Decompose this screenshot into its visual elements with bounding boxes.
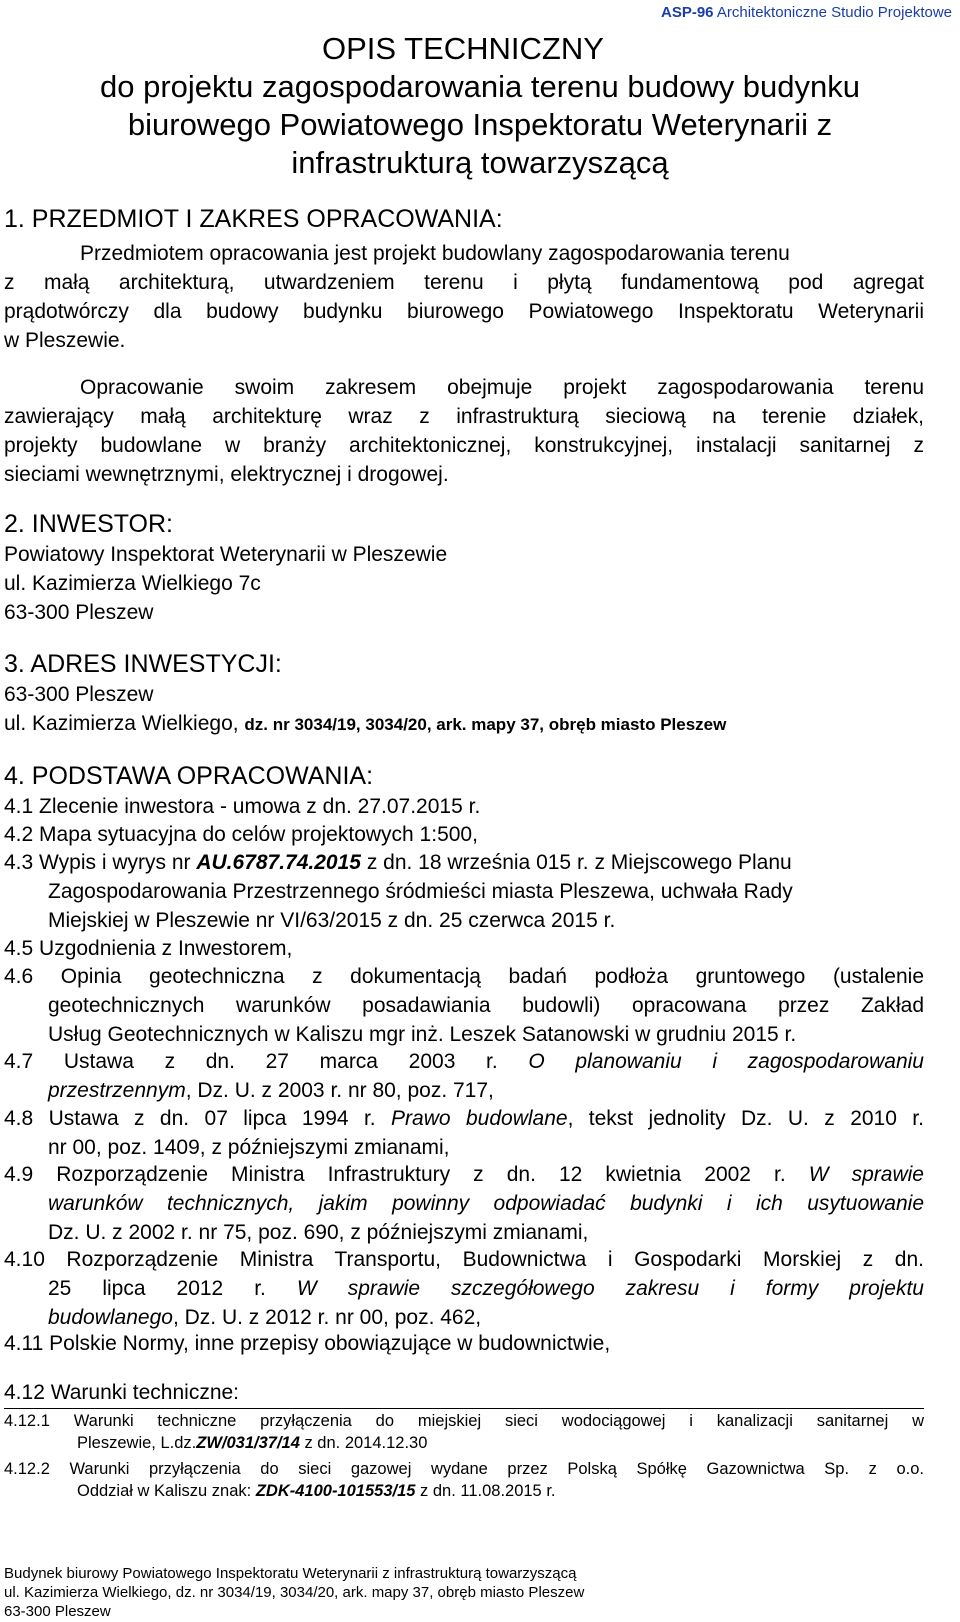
item-text: , tekst jednolity Dz. U. z 2010 r. [567,1107,924,1130]
item-text: z dn. 2014.12.30 [299,1434,428,1452]
item-text: z dn. 11.08.2015 r. [415,1482,556,1500]
section-1-paragraph-2 [4,373,924,489]
investment-street [4,709,924,739]
item-4-6 [4,962,924,1049]
item-line: 4.12.1 Warunki techniczne przyłączenia do miejskiej sieci wodociągowej i kanalizacji sanitarnej w [4,1412,924,1430]
plot-numbers: dz. nr 3034/19, 3034/20, ark. mapy 37, obręb miasto Pleszew [244,715,727,734]
section-4-heading: 4. PODSTAWA OPRACOWANIA: [4,762,374,790]
investor-city: 63-300 Pleszew [4,601,154,624]
item-text: 4.8 Ustawa z dn. 07 lipca 1994 r. [4,1107,392,1130]
item-title: przestrzennym [48,1079,186,1102]
item-text: 4.7 Ustawa z dn. 27 marca 2003 r. [4,1050,529,1073]
footer-line-2: ul. Kazimierza Wielkiego, dz. nr 3034/19, 3034/20, ark. mapy 37, obręb miasto Pleszew [4,1584,585,1601]
item-line [4,1104,924,1133]
item-4-9 [4,1160,924,1247]
item-4-7 [4,1047,924,1105]
item-4-10 [4,1245,924,1332]
item-title: Prawo budowlane [391,1107,568,1130]
item-text: 4.9 Rozporządzenie Ministra Infrastruktury z dn. 12 kwietnia 2002 r. [4,1163,809,1186]
item-text: 25 lipca 2012 r. [48,1277,297,1300]
item-text: , Dz. U. z 2012 r. nr 00, poz. 462, [172,1306,482,1329]
item-4-12-2 [4,1458,924,1502]
document-title [0,30,960,182]
text-line: w Pleszewie. [4,329,126,352]
page-footer [4,1564,584,1621]
investor-name: Powiatowy Inspektorat Weterynarii w Pleszewie [4,543,448,566]
item-continuation: Miejskiej w Pleszewie nr VI/63/2015 z dn. 25 czerwca 2015 r. [48,909,616,932]
text-line: z małą architekturą, utwardzeniem terenu i płytą fundamentową pod agregat [4,271,924,294]
item-4-12: 4.12 Warunki techniczne: [4,1381,240,1404]
street-text: ul. Kazimierza Wielkiego, [4,712,245,735]
item-ref: AU.6787.74.2015 [196,851,361,874]
item-line [4,1047,924,1076]
item-continuation [4,1480,924,1502]
item-4-1: 4.1 Zlecenie inwestora - umowa z dn. 27.07.2015 r. [4,795,481,818]
item-continuation [4,1076,924,1105]
item-line: 4.10 Rozporządzenie Ministra Transportu, Budownictwa i Gospodarki Morskiej z dn. [4,1248,924,1271]
item-4-8 [4,1104,924,1162]
item-text: , Dz. U. z 2003 r. nr 80, poz. 717, [185,1079,494,1102]
item-text: Oddział w Kaliszu znak: [77,1482,256,1500]
title-line-3: biurowego Powiatowego Inspektoratu Weterynarii z [127,107,833,142]
item-line [4,1160,924,1189]
text-line: Przedmiotem opracowania jest projekt budowlany zagospodarowania terenu [80,242,790,265]
footer-line-3: 63-300 Pleszew [4,1603,111,1620]
item-continuation [4,1274,924,1303]
item-ref: ZDK-4100-101553/15 [255,1482,416,1500]
item-title: W sprawie [808,1163,924,1186]
text-line: prądotwórczy dla budowy budynku biurowego Powiatowego Inspektoratu Weterynarii [4,300,924,323]
item-text: 4.6 Opinia geotechniczna z dokumentacją badań podłoża gruntowego (ustalenie [4,965,924,988]
title-line-2: do projektu zagospodarowania terenu budowy budynku [99,69,861,104]
item-text: Pleszewie, L.dz. [77,1434,197,1452]
item-continuation [4,1432,924,1454]
investor-street: ul. Kazimierza Wielkiego 7c [4,572,261,595]
text-line: zawierający małą architekturę wraz z infrastrukturą sieciową na terenie działek, [4,405,924,428]
page-header [661,4,952,21]
text-line: sieciami wewnętrznymi, elektrycznej i drogowej. [4,463,449,486]
item-title: W sprawie szczegółowego zakresu i formy projektu [296,1277,924,1300]
section-2-heading: 2. INWESTOR: [4,510,174,538]
item-continuation [4,1303,924,1332]
section-1-heading: 1. PRZEDMIOT I ZAKRES OPRACOWANIA: [4,205,503,233]
text-line: projekty budowlane w branży architektonicznej, konstrukcyjnej, instalacji sanitarnej z [4,434,924,457]
item-title: O planowaniu i zagospodarowaniu [528,1050,924,1073]
item-continuation: Dz. U. z 2002 r. nr 75, poz. 690, z późniejszymi zmianami, [48,1221,589,1244]
text-line: Opracowanie swoim zakresem obejmuje projekt zagospodarowania terenu [80,376,924,399]
item-continuation [4,1189,924,1218]
item-title: budowlanego [48,1306,173,1329]
item-4-3 [4,848,924,935]
investment-address [4,680,924,739]
item-4-5: 4.5 Uzgodnienia z Inwestorem, [4,937,293,960]
item-4-12-1 [4,1410,924,1454]
item-text: 4.3 Wypis i wyrys nr [4,851,197,874]
section-1-paragraph-1 [4,239,924,355]
item-ref: ZW/031/37/14 [196,1434,300,1452]
item-continuation: geotechnicznych warunków posadawiania budowli) opracowana przez Zakład [48,994,924,1017]
item-4-2: 4.2 Mapa sytuacyjna do celów projektowych 1:500, [4,823,478,846]
footer-line-1: Budynek biurowy Powiatowego Inspektoratu Weterynarii z infrastrukturą towarzyszącą [4,1565,577,1582]
investor-address [4,540,924,627]
investment-city: 63-300 Pleszew [4,683,154,706]
item-continuation: nr 00, poz. 1409, z późniejszymi zmianami, [48,1136,450,1159]
title-line-4: infrastrukturą towarzyszącą [291,145,669,180]
title-line-1: OPIS TECHNICZNY [322,31,604,66]
section-3-heading: 3. ADRES INWESTYCJI: [4,650,282,678]
item-title: warunków technicznych, jakim powinny odpowiadać budynki i ich usytuowanie [48,1192,924,1215]
item-4-11: 4.11 Polskie Normy, inne przepisy obowiązujące w budownictwie, [4,1332,611,1355]
item-continuation: Usług Geotechnicznych w Kaliszu mgr inż. Leszek Satanowski w grudniu 2015 r. [48,1023,797,1046]
item-continuation: Zagospodarowania Przestrzennego śródmieści miasta Pleszewa, uchwała Rady [48,880,793,903]
header-studio: Architektoniczne Studio Projektowe [716,4,952,21]
item-line: 4.12.2 Warunki przyłączenia do sieci gazowej wydane przez Polską Spółkę Gazownictwa Sp. z o.o. [4,1460,924,1478]
header-code: ASP-96 [661,4,714,21]
divider-line [4,1408,924,1409]
item-text: z dn. 18 września 015 r. z Miejscowego Planu [360,851,792,874]
